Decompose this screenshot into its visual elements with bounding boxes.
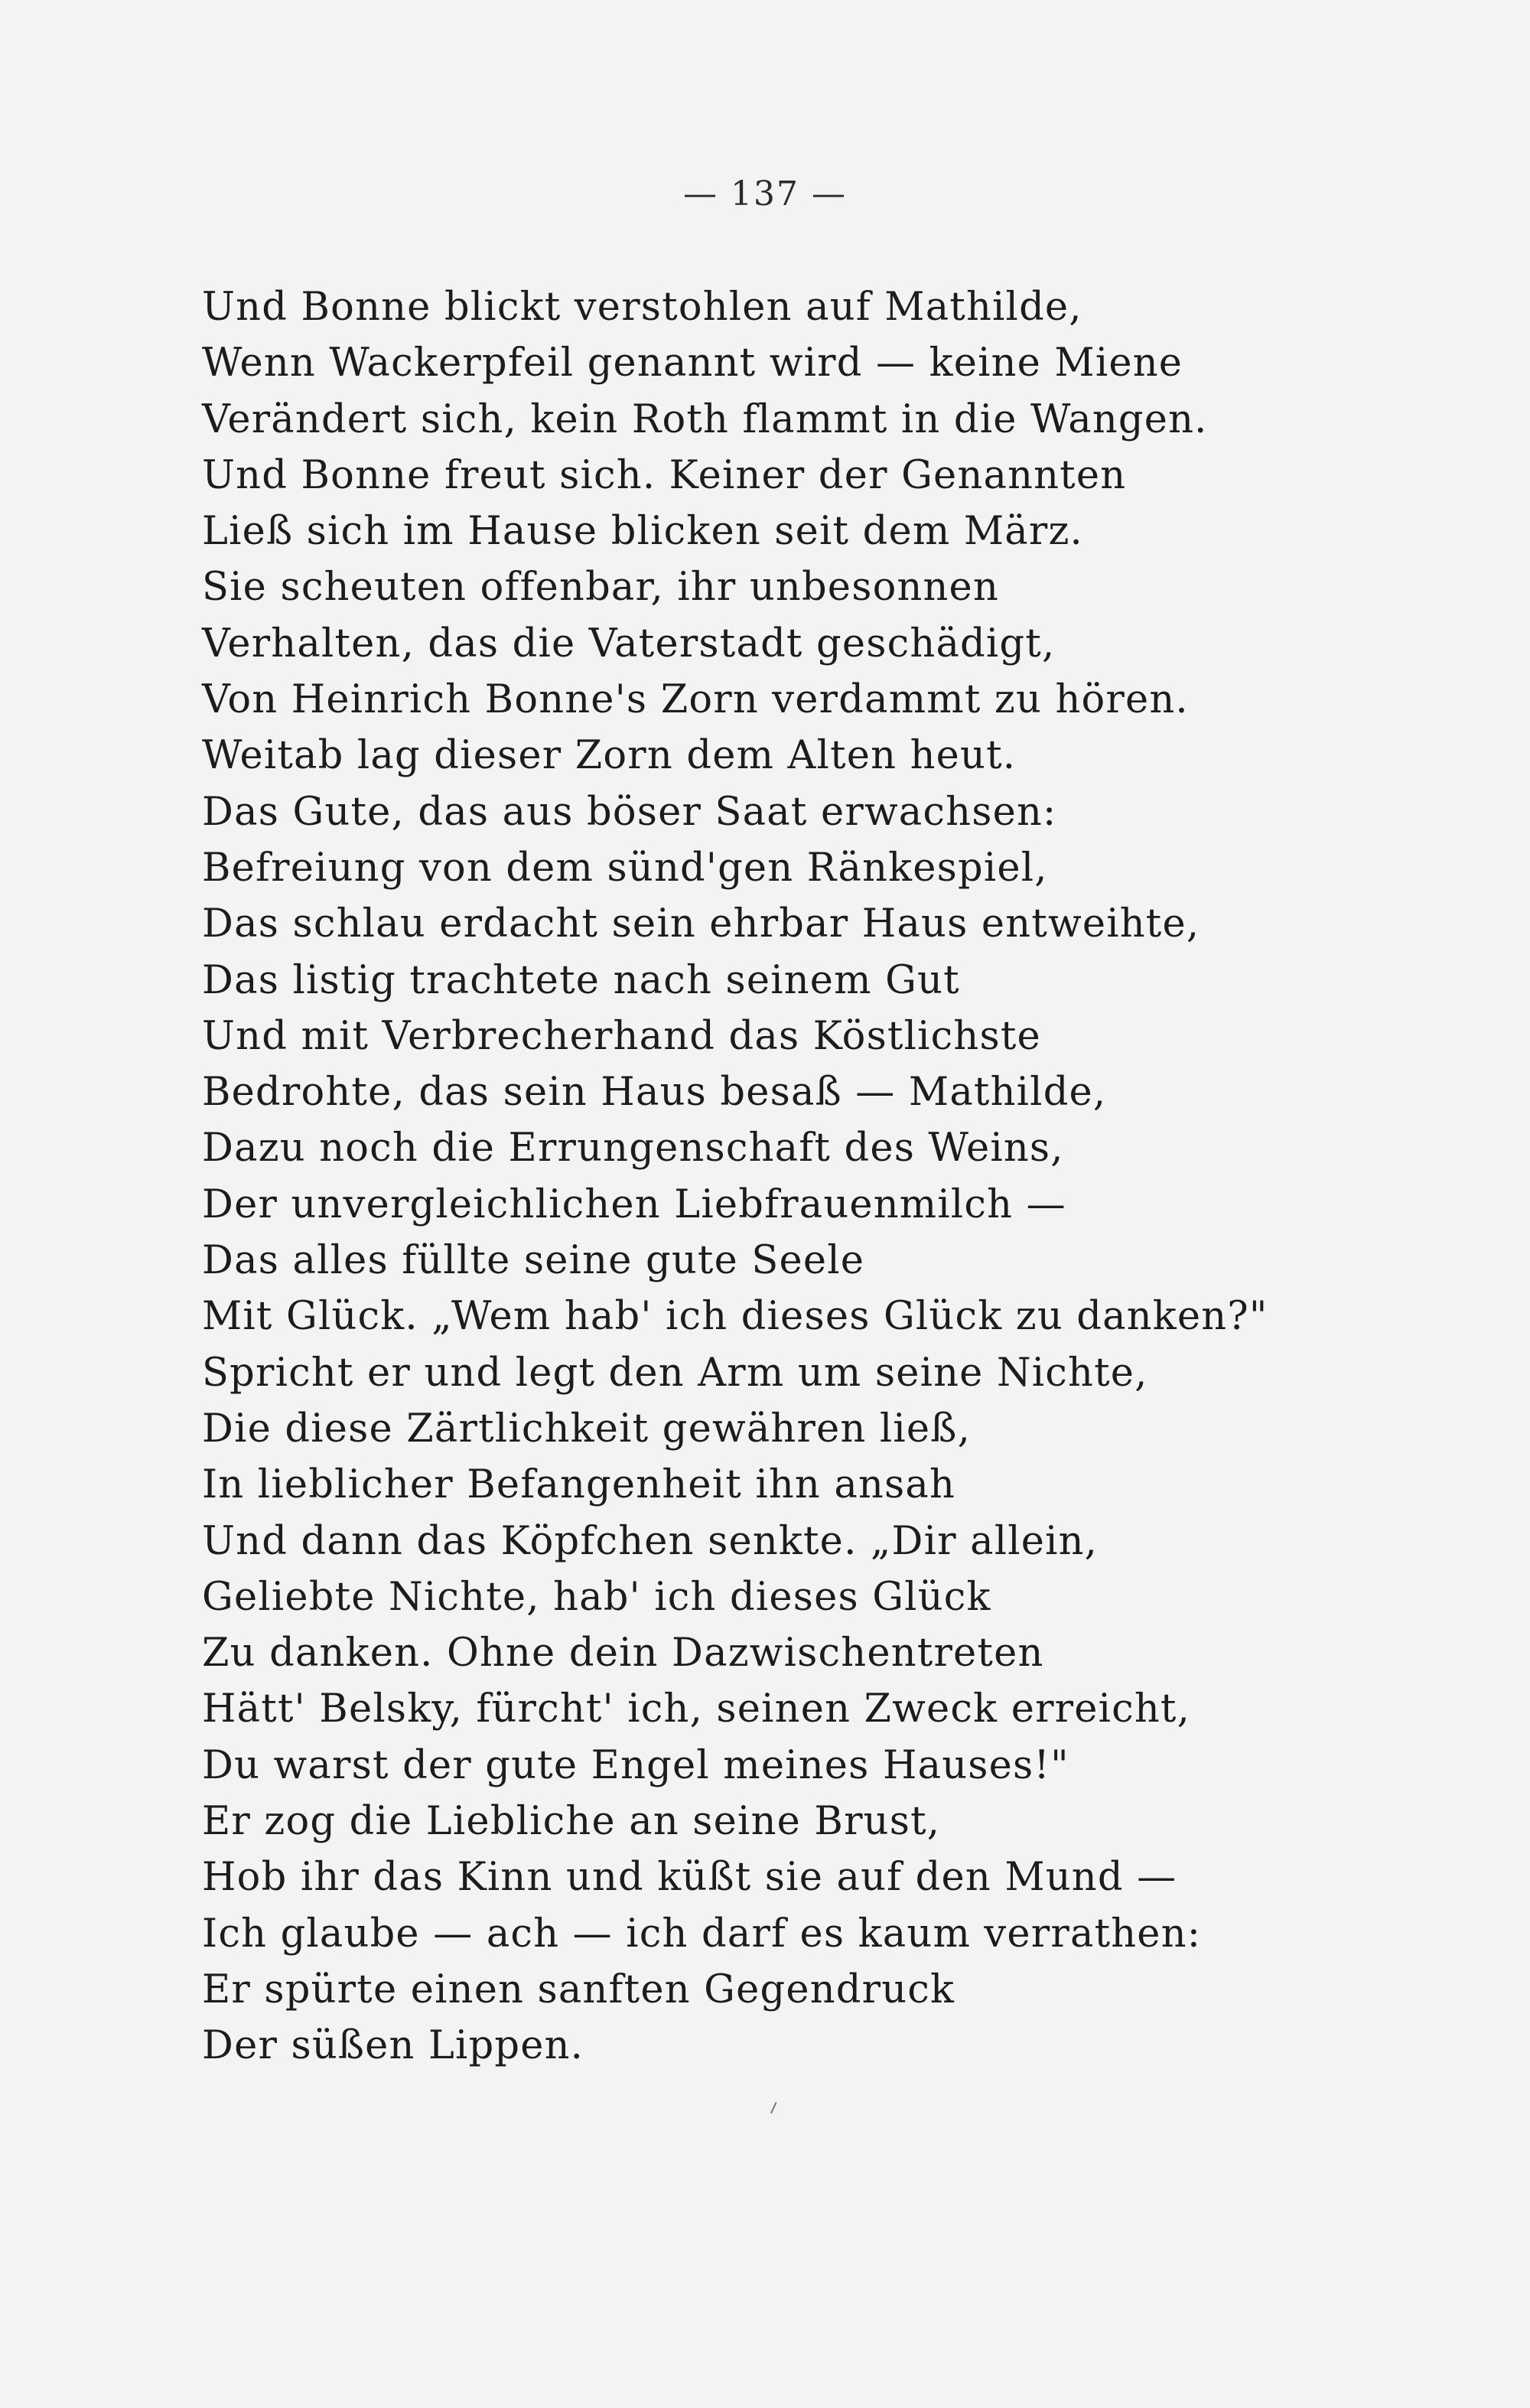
text-line: Verhalten, das die Vaterstadt geschädigt,: [202, 621, 1056, 666]
text-line: Mit Glück. „Wem hab' ich dieses Glück zu danken?": [202, 1294, 1268, 1340]
stray-ink-mark: [770, 2102, 781, 2116]
text-line: Und mit Verbrecherhand das Köstlichste: [202, 1013, 1041, 1059]
text-line: Von Heinrich Bonne's Zorn verdammt zu hören.: [202, 677, 1189, 723]
text-line: Er spürte einen sanften Gegendruck: [202, 1966, 955, 2012]
text-line: Weitab lag dieser Zorn dem Alten heut.: [202, 733, 1017, 779]
page-number: — 137 —: [683, 174, 847, 213]
text-line: Und dann das Köpfchen senkte. „Dir allein,: [202, 1518, 1099, 1564]
text-line: Das schlau erdacht sein ehrbar Haus entweihte,: [202, 901, 1200, 947]
text-line: Das alles füllte seine gute Seele: [202, 1238, 865, 1284]
text-line: Und Bonne blickt verstohlen auf Mathilde,: [202, 285, 1082, 330]
text-line: Geliebte Nichte, hab' ich dieses Glück: [202, 1574, 991, 1620]
text-line: Das Gute, das aus böser Saat erwachsen:: [202, 789, 1057, 835]
text-line: Hob ihr das Kinn und küßt sie auf den Mund —: [202, 1855, 1177, 1901]
text-line: Hätt' Belsky, fürcht' ich, seinen Zweck erreicht,: [202, 1686, 1191, 1732]
text-line: Ich glaube — ach — ich darf es kaum verrathen:: [202, 1911, 1202, 1957]
text-line: Befreiung von dem sünd'gen Ränkespiel,: [202, 845, 1048, 891]
text-line: Spricht er und legt den Arm um seine Nichte,: [202, 1350, 1148, 1396]
text-line: Dazu noch die Errungenschaft des Weins,: [202, 1126, 1064, 1171]
text-line: In lieblicher Befangenheit ihn ansah: [202, 1462, 956, 1508]
text-line: Und Bonne freut sich. Keiner der Genannten: [202, 452, 1127, 498]
text-line: Verändert sich, kein Roth flammt in die Wangen.: [202, 396, 1208, 442]
text-line: Bedrohte, das sein Haus besaß — Mathilde,: [202, 1070, 1107, 1116]
text-line: Du warst der gute Engel meines Hauses!": [202, 1742, 1069, 1788]
text-line: Der süßen Lippen.: [202, 2023, 584, 2069]
poem-text: [202, 279, 1268, 2074]
text-line: Das listig trachtete nach seinem Gut: [202, 957, 960, 1003]
text-line: Die diese Zärtlichkeit gewähren ließ,: [202, 1406, 971, 1452]
text-line: Er zog die Liebliche an seine Brust,: [202, 1799, 941, 1845]
text-line: Sie scheuten offenbar, ihr unbesonnen: [202, 565, 999, 611]
text-line: Zu danken. Ohne dein Dazwischentreten: [202, 1631, 1044, 1676]
text-line: Wenn Wackerpfeil genannt wird — keine Miene: [202, 341, 1183, 386]
text-line: Der unvergleichlichen Liebfrauenmilch —: [202, 1181, 1066, 1227]
text-line: Ließ sich im Hause blicken seit dem März.: [202, 509, 1083, 555]
